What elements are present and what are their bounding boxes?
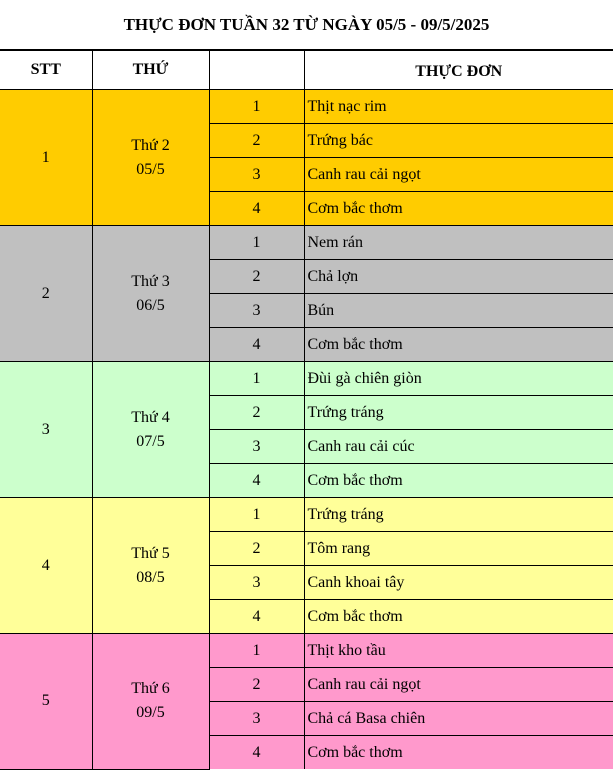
stt-cell: 2 bbox=[0, 226, 92, 362]
item-number: 1 bbox=[209, 498, 304, 532]
date-label: 08/5 bbox=[136, 568, 165, 586]
table-row bbox=[0, 226, 613, 260]
dish-name: Cơm bắc thơm bbox=[304, 328, 613, 362]
header-day: THỨ bbox=[92, 51, 209, 90]
dish-name: Đùi gà chiên giòn bbox=[304, 362, 613, 396]
item-number: 3 bbox=[209, 158, 304, 192]
item-number: 1 bbox=[209, 362, 304, 396]
day-label: Thứ 6 bbox=[131, 680, 170, 698]
dish-name: Thịt kho tầu bbox=[304, 634, 613, 668]
dish-name: Cơm bắc thơm bbox=[304, 600, 613, 634]
item-number: 1 bbox=[209, 634, 304, 668]
day-cell bbox=[92, 498, 209, 634]
dish-name: Bún bbox=[304, 294, 613, 328]
item-number: 3 bbox=[209, 294, 304, 328]
dish-name: Cơm bắc thơm bbox=[304, 192, 613, 226]
item-number: 2 bbox=[209, 396, 304, 430]
menu-table bbox=[0, 50, 613, 770]
item-number: 3 bbox=[209, 566, 304, 600]
item-number: 3 bbox=[209, 430, 304, 464]
item-number: 3 bbox=[209, 702, 304, 736]
date-label: 05/5 bbox=[136, 160, 165, 178]
day-label: Thứ 4 bbox=[131, 408, 170, 426]
header-menu: THỰC ĐƠN bbox=[304, 51, 613, 90]
dish-name: Chả cá Basa chiên bbox=[304, 702, 613, 736]
day-cell bbox=[92, 362, 209, 498]
header-stt: STT bbox=[0, 51, 92, 90]
header-num bbox=[209, 51, 304, 90]
day-label: Thứ 3 bbox=[131, 272, 170, 290]
dish-name: Cơm bắc thơm bbox=[304, 464, 613, 498]
item-number: 2 bbox=[209, 124, 304, 158]
table-row bbox=[0, 498, 613, 532]
dish-name: Tôm rang bbox=[304, 532, 613, 566]
item-number: 1 bbox=[209, 90, 304, 124]
dish-name: Canh rau cải ngọt bbox=[304, 668, 613, 702]
item-number: 1 bbox=[209, 226, 304, 260]
date-label: 06/5 bbox=[136, 296, 165, 314]
stt-cell: 1 bbox=[0, 90, 92, 226]
item-number: 2 bbox=[209, 668, 304, 702]
day-cell bbox=[92, 634, 209, 770]
stt-cell: 4 bbox=[0, 498, 92, 634]
dish-name: Canh rau cải cúc bbox=[304, 430, 613, 464]
dish-name: Canh rau cải ngọt bbox=[304, 158, 613, 192]
date-label: 07/5 bbox=[136, 432, 165, 450]
header-row bbox=[0, 51, 613, 90]
stt-cell: 5 bbox=[0, 634, 92, 770]
dish-name: Nem rán bbox=[304, 226, 613, 260]
item-number: 4 bbox=[209, 328, 304, 362]
day-label: Thứ 5 bbox=[131, 544, 170, 562]
item-number: 4 bbox=[209, 464, 304, 498]
dish-name: Trứng bác bbox=[304, 124, 613, 158]
date-label: 09/5 bbox=[136, 704, 165, 722]
menu-body bbox=[0, 90, 613, 770]
day-label: Thứ 2 bbox=[131, 136, 170, 154]
item-number: 2 bbox=[209, 532, 304, 566]
dish-name: Thịt nạc rim bbox=[304, 90, 613, 124]
table-row bbox=[0, 90, 613, 124]
dish-name: Trứng tráng bbox=[304, 396, 613, 430]
item-number: 2 bbox=[209, 260, 304, 294]
day-cell bbox=[92, 226, 209, 362]
table-row bbox=[0, 634, 613, 668]
dish-name: Canh khoai tây bbox=[304, 566, 613, 600]
dish-name: Cơm bắc thơm bbox=[304, 736, 613, 770]
item-number: 4 bbox=[209, 736, 304, 770]
item-number: 4 bbox=[209, 192, 304, 226]
dish-name: Trứng tráng bbox=[304, 498, 613, 532]
table-row bbox=[0, 362, 613, 396]
page-title: THỰC ĐƠN TUẦN 32 TỪ NGÀY 05/5 - 09/5/2025 bbox=[0, 0, 613, 50]
day-cell bbox=[92, 90, 209, 226]
item-number: 4 bbox=[209, 600, 304, 634]
dish-name: Chả lợn bbox=[304, 260, 613, 294]
stt-cell: 3 bbox=[0, 362, 92, 498]
